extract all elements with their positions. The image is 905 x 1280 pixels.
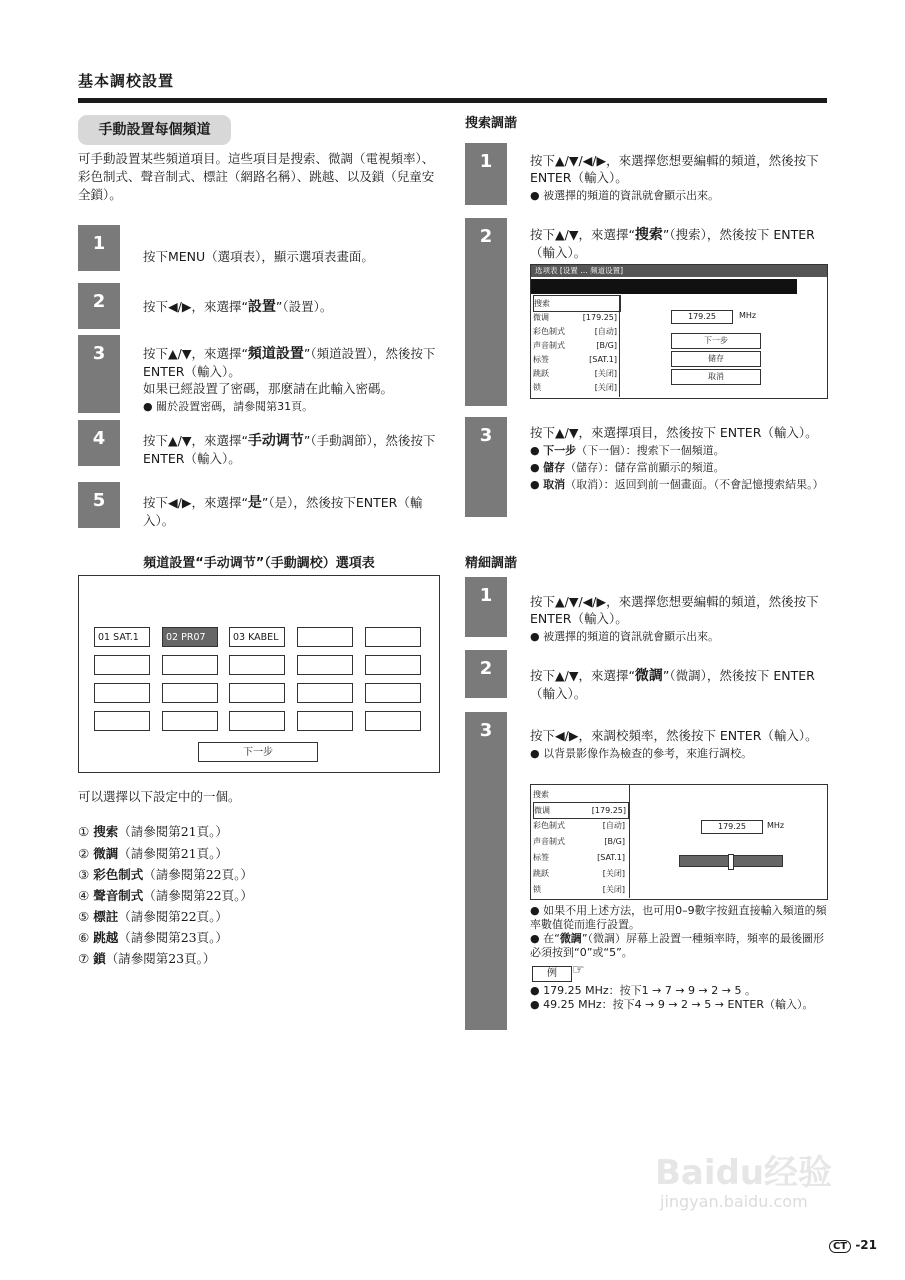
- osd-header-bar: [531, 279, 797, 294]
- choose-text: 可以選擇以下設定中的一個。: [78, 789, 241, 804]
- section-title: 手動設置每個頻道: [78, 115, 231, 145]
- channel-cell[interactable]: 01 SAT.1: [94, 627, 150, 647]
- channel-cell[interactable]: [162, 655, 218, 675]
- osd-row[interactable]: 微调 [179.25]: [533, 313, 617, 322]
- option-item: ③ 彩色制式（請參閱第22頁。）: [78, 867, 253, 882]
- freq-unit: MHz: [767, 821, 785, 830]
- fine-section-title: 精細調諧: [465, 556, 518, 571]
- channel-cell[interactable]: [365, 627, 421, 647]
- osd-row[interactable]: 标签 [SAT.1]: [533, 355, 617, 364]
- osd-next-button[interactable]: 下一步: [671, 333, 761, 349]
- example-list: ● 179.25 MHz：按下1 → 7 → 9 → 2 → 5 。 ● 49.25 MHz：按下4 → 9 → 2 → 5 → ENTER（輸入）。: [530, 984, 814, 1011]
- step-text: 按下◀/▶，來選擇“是”（是），然後按下ENTER（輸入）。: [143, 495, 423, 528]
- step-number: 5: [78, 482, 120, 528]
- channel-cell[interactable]: [297, 683, 353, 703]
- channel-cell-selected[interactable]: 02 PR07: [162, 627, 218, 647]
- channel-cell[interactable]: [229, 655, 285, 675]
- step-text: 按下◀/▶，來選擇“設置”（設置）。: [143, 299, 333, 315]
- osd-row-selected[interactable]: 微调 [179.25]: [533, 802, 629, 819]
- step-text: 按下▲/▼，來選擇“微調”（微調），然後按下 ENTER（輸入）。: [530, 668, 815, 701]
- fine-osd: [530, 784, 828, 900]
- channel-cell[interactable]: [94, 655, 150, 675]
- step-number: 2: [465, 650, 507, 698]
- step-number: 3: [465, 417, 507, 517]
- search-osd: [530, 264, 828, 399]
- channel-cell[interactable]: [297, 655, 353, 675]
- channel-cell[interactable]: [162, 683, 218, 703]
- step-text: 按下▲/▼，來選擇項目，然後按下 ENTER（輸入）。 ● 下一步（下一個）：搜索下一個頻道。 ● 儲存（儲存）：儲存當前顯示的頻道。 ● 取消（取消）：返回到前一個畫面。（不會記憶搜索結果。）: [530, 425, 824, 491]
- option-item: ⑤ 標註（請參閱第22頁。）: [78, 909, 228, 924]
- header-rule: [78, 98, 827, 103]
- option-item: ② 微調（請參閱第21頁。）: [78, 846, 228, 861]
- step-text: 按下▲/▼，來選擇“手动调节”（手動調節），然後按下ENTER（輸入）。: [143, 433, 436, 466]
- step-text: 按下▲/▼，來選擇“搜索”（搜索），然後按下 ENTER（輸入）。: [530, 227, 815, 260]
- osd-list: [531, 785, 630, 898]
- option-item: ④ 聲音制式（請參閱第22頁。）: [78, 888, 253, 903]
- fine-notes: ● 如果不用上述方法，也可用0–9數字按鈕直接輸入頻道的頻率數值從而進行設置。 ● 在“微調”（微調）屏幕上設置一種頻率時，頻率的最後圖形必須按到“0”或“5”。: [530, 904, 827, 959]
- freq-field[interactable]: 179.25: [671, 310, 733, 324]
- option-item: ⑦ 鎖（請參閱第23頁。）: [78, 951, 216, 966]
- step-number: 2: [465, 218, 507, 406]
- channel-cell[interactable]: [365, 711, 421, 731]
- channel-cell[interactable]: [94, 683, 150, 703]
- example-label: 例: [532, 966, 572, 982]
- freq-field[interactable]: 179.25: [701, 820, 763, 834]
- step-number: 3: [465, 712, 507, 1030]
- search-section-title: 搜索調諧: [465, 116, 518, 131]
- channel-cell[interactable]: [297, 627, 353, 647]
- step-text: 按下MENU（選項表），顯示選項表畫面。: [143, 249, 374, 264]
- page-header-title: 基本調校設置: [78, 72, 175, 90]
- step-number: 3: [78, 335, 120, 413]
- channel-cell[interactable]: [365, 655, 421, 675]
- tuning-slider[interactable]: [679, 855, 783, 867]
- osd-row[interactable]: 声音制式 [B/G]: [533, 837, 625, 846]
- step-number: 2: [78, 283, 120, 329]
- osd-row[interactable]: 标签 [SAT.1]: [533, 853, 625, 862]
- osd-row[interactable]: 跳跃 [关闭]: [533, 869, 625, 878]
- channel-cell[interactable]: [297, 711, 353, 731]
- step-text: 按下▲/▼/◀/▶，來選擇您想要編輯的頻道，然後按下 ENTER（輸入）。 ● 被選擇的頻道的資訊就會顯示出來。: [530, 153, 819, 202]
- osd-cancel-button[interactable]: 取消: [671, 369, 761, 385]
- step-number: 1: [465, 143, 507, 205]
- channel-cell[interactable]: [162, 711, 218, 731]
- step-number: 4: [78, 420, 120, 466]
- osd-row[interactable]: 彩色制式 [自动]: [533, 327, 617, 336]
- step-number: 1: [465, 577, 507, 637]
- step-text: 按下◀/▶，來調校頻率，然後按下 ENTER（輸入）。 ● 以背景影像作為檢查的參考，來進行調校。: [530, 728, 818, 760]
- osd-row[interactable]: 声音制式 [B/G]: [533, 341, 617, 350]
- watermark-url: jingyan.baidu.com: [660, 1192, 808, 1211]
- osd-row[interactable]: 锁 [关闭]: [533, 885, 625, 894]
- option-item: ① 搜索（請參閱第21頁。）: [78, 824, 228, 839]
- osd-bar: 选项表 [设置 … 频道设置]: [531, 265, 827, 277]
- osd-list: [531, 295, 620, 397]
- step-number: 1: [78, 225, 120, 271]
- option-item: ⑥ 跳越（請參閱第23頁。）: [78, 930, 228, 945]
- channel-cell[interactable]: [229, 711, 285, 731]
- page-number: CT -21: [829, 1238, 877, 1253]
- watermark-logo: Baidu经验: [655, 1153, 833, 1193]
- hand-icon: ☞: [572, 962, 585, 978]
- osd-row[interactable]: 锁 [关闭]: [533, 383, 617, 392]
- channel-cell[interactable]: [229, 683, 285, 703]
- osd-row[interactable]: 彩色制式 [自动]: [533, 821, 625, 830]
- lang-badge: CT: [829, 1240, 851, 1253]
- next-button[interactable]: 下一步: [198, 742, 318, 762]
- step-text: 按下▲/▼，來選擇“頻道設置”（頻道設置），然後按下 ENTER（輸入）。 如果已經設置了密碼，那麼請在此輸入密碼。 ● 關於設置密碼，請參閱第31頁。: [143, 346, 436, 413]
- step-text: 按下▲/▼/◀/▶，來選擇您想要編輯的頻道，然後按下 ENTER（輸入）。 ● 被選擇的頻道的資訊就會顯示出來。: [530, 594, 819, 643]
- osd-save-button[interactable]: 储存: [671, 351, 761, 367]
- menu-title: 頻道設置“手动调节”（手動調校）選項表: [143, 556, 375, 571]
- channel-cell[interactable]: 03 KABEL: [229, 627, 285, 647]
- section-intro: 可手動設置某些頻道項目。這些項目是搜索、微調（電視頻率）、彩色制式、聲音制式、標註（網路名稱）、跳越、以及鎖（兒童安全鎖）。: [78, 151, 435, 202]
- osd-row[interactable]: 跳跃 [关闭]: [533, 369, 617, 378]
- slider-thumb[interactable]: [728, 854, 734, 870]
- osd-row-selected[interactable]: 搜索: [533, 295, 621, 312]
- channel-cell[interactable]: [94, 711, 150, 731]
- channel-cell[interactable]: [365, 683, 421, 703]
- freq-unit: MHz: [739, 311, 757, 320]
- osd-row[interactable]: 搜索: [533, 790, 549, 799]
